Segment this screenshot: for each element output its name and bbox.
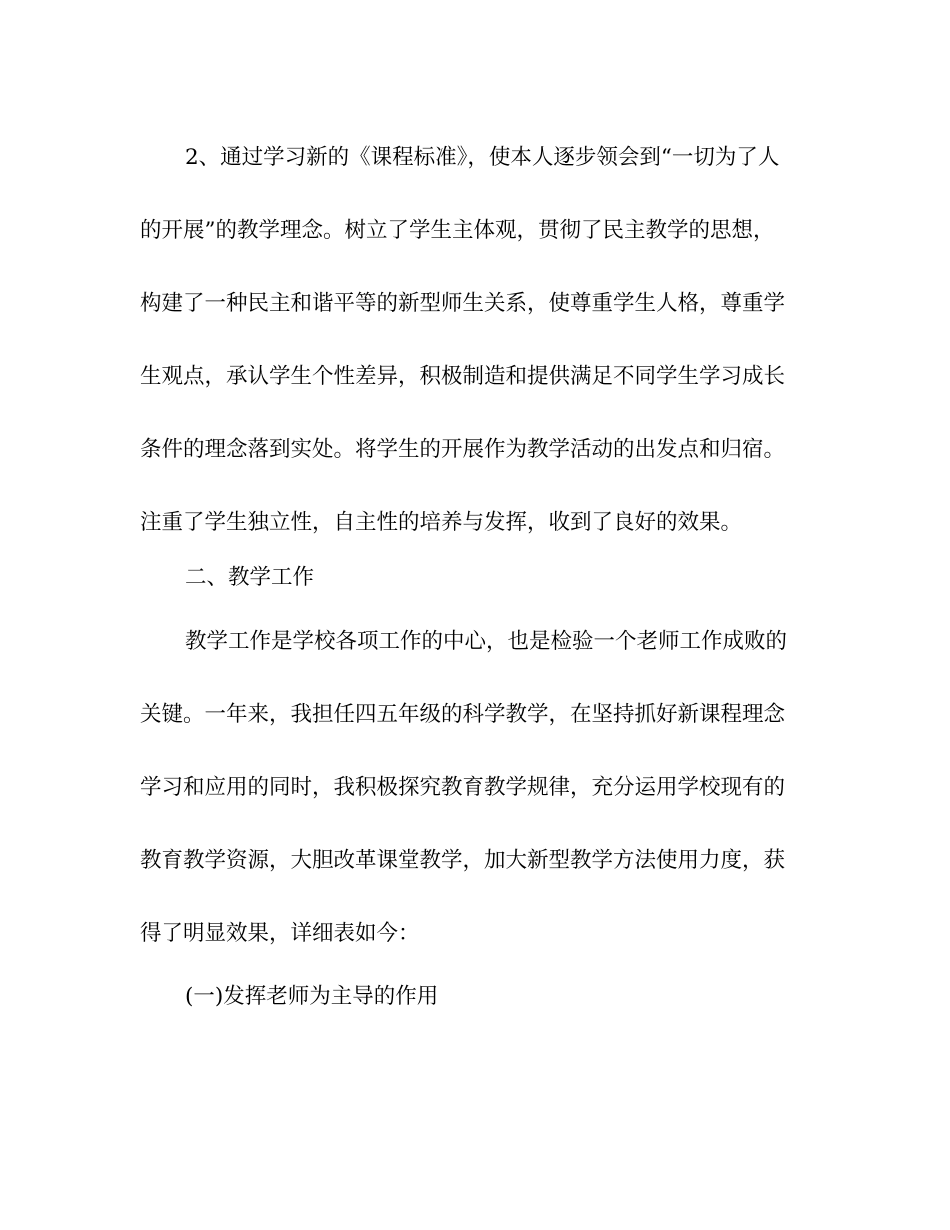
paragraph-line: 生观点，承认学生个性差异，积极制造和提供满足不同学生学习成长 — [140, 364, 786, 389]
paragraph-line: 2、通过学习新的《课程标准》，使本人逐步领会到“一切为了人 — [185, 145, 780, 170]
paragraph-line: 条件的理念落到实处。将学生的开展作为教学活动的出发点和归宿。 — [140, 437, 786, 462]
subsection-heading: (一)发挥老师为主导的作用 — [185, 984, 439, 1009]
paragraph-line: 构建了一种民主和谐平等的新型师生关系，使尊重学生人格，尊重学 — [140, 291, 786, 316]
paragraph-line: 教育教学资源，大胆改革课堂教学，加大新型教学方法使用力度，获 — [140, 848, 786, 873]
paragraph-line: 教学工作是学校各项工作的中心，也是检验一个老师工作成败的 — [185, 629, 788, 654]
paragraph-line: 关键。一年来，我担任四五年级的科学教学，在坚持抓好新课程理念 — [140, 702, 786, 727]
paragraph-line: 得了明显效果，详细表如今： — [140, 921, 420, 946]
paragraph-line: 的开展”的教学理念。树立了学生主体观，贯彻了民主教学的思想， — [140, 218, 775, 243]
section-heading: 二、教学工作 — [185, 565, 315, 590]
paragraph-line: 学习和应用的同时，我积极探究教育教学规律，充分运用学校现有的 — [140, 775, 786, 800]
paragraph-line: 注重了学生独立性，自主性的培养与发挥，收到了良好的效果。 — [140, 510, 743, 535]
